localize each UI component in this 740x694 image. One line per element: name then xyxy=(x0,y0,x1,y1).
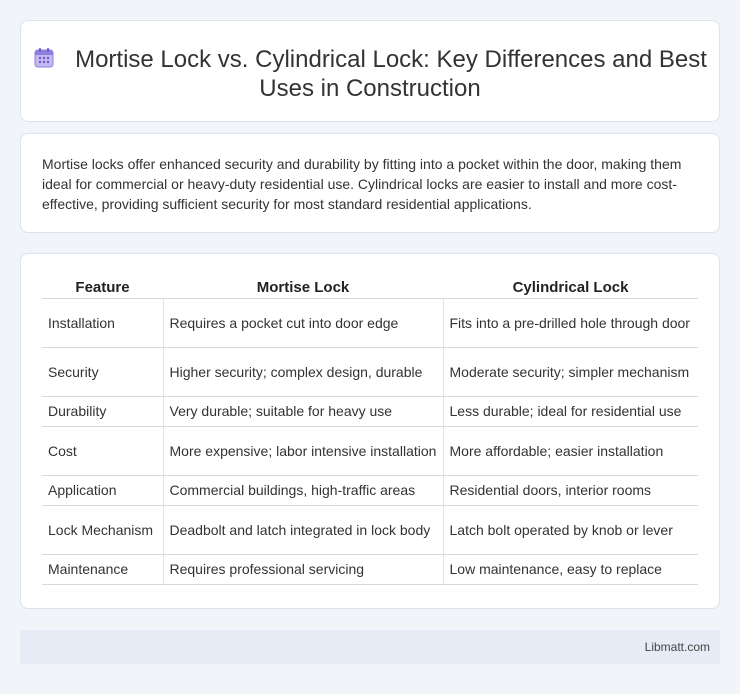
footer-site-link[interactable]: Libmatt.com xyxy=(644,640,710,654)
table-row xyxy=(42,396,698,426)
row-cylindrical: Fits into a pre-drilled hole through door xyxy=(443,298,698,347)
table-row xyxy=(42,475,698,505)
table-row xyxy=(42,554,698,584)
row-mortise: Commercial buildings, high-traffic areas xyxy=(163,475,443,505)
calendar-icon xyxy=(33,47,55,69)
row-feature: Durability xyxy=(42,396,163,426)
row-mortise: Very durable; suitable for heavy use xyxy=(163,396,443,426)
row-feature: Maintenance xyxy=(42,554,163,584)
row-cylindrical: Latch bolt operated by knob or lever xyxy=(443,505,698,554)
row-mortise: Requires a pocket cut into door edge xyxy=(163,298,443,347)
row-feature: Lock Mechanism xyxy=(42,505,163,554)
header-mortise-lock: Mortise Lock xyxy=(163,277,443,298)
comparison-table xyxy=(42,277,698,585)
row-feature: Application xyxy=(42,475,163,505)
comparison-card xyxy=(20,253,720,609)
table-row xyxy=(42,347,698,396)
table-header-row xyxy=(42,277,698,298)
summary-text: Mortise locks offer enhanced security and durability by fitting into a pocket within the door, making them ideal for commercial or heavy-duty residential use. Cylindrical locks are easier to install and more cost-effective, providing sufficient security for most standard residential applications. xyxy=(42,156,682,212)
row-cylindrical: More affordable; easier installation xyxy=(443,426,698,475)
row-cylindrical: Less durable; ideal for residential use xyxy=(443,396,698,426)
table-row xyxy=(42,426,698,475)
table-row xyxy=(42,298,698,347)
row-mortise: Requires professional servicing xyxy=(163,554,443,584)
page-title: Mortise Lock vs. Cylindrical Lock: Key Differences and Best Uses in Construction xyxy=(75,46,707,102)
table-row xyxy=(42,505,698,554)
title-block xyxy=(21,45,719,103)
row-mortise: More expensive; labor intensive installation xyxy=(163,426,443,475)
row-mortise: Deadbolt and latch integrated in lock body xyxy=(163,505,443,554)
row-cylindrical: Moderate security; simpler mechanism xyxy=(443,347,698,396)
row-mortise: Higher security; complex design, durable xyxy=(163,347,443,396)
footer-bar xyxy=(20,630,720,664)
row-feature: Security xyxy=(42,347,163,396)
row-feature: Cost xyxy=(42,426,163,475)
row-cylindrical: Low maintenance, easy to replace xyxy=(443,554,698,584)
header-feature: Feature xyxy=(42,277,163,298)
header-cylindrical-lock: Cylindrical Lock xyxy=(443,277,698,298)
row-cylindrical: Residential doors, interior rooms xyxy=(443,475,698,505)
row-feature: Installation xyxy=(42,298,163,347)
title-card xyxy=(20,20,720,122)
summary-card xyxy=(20,133,720,233)
